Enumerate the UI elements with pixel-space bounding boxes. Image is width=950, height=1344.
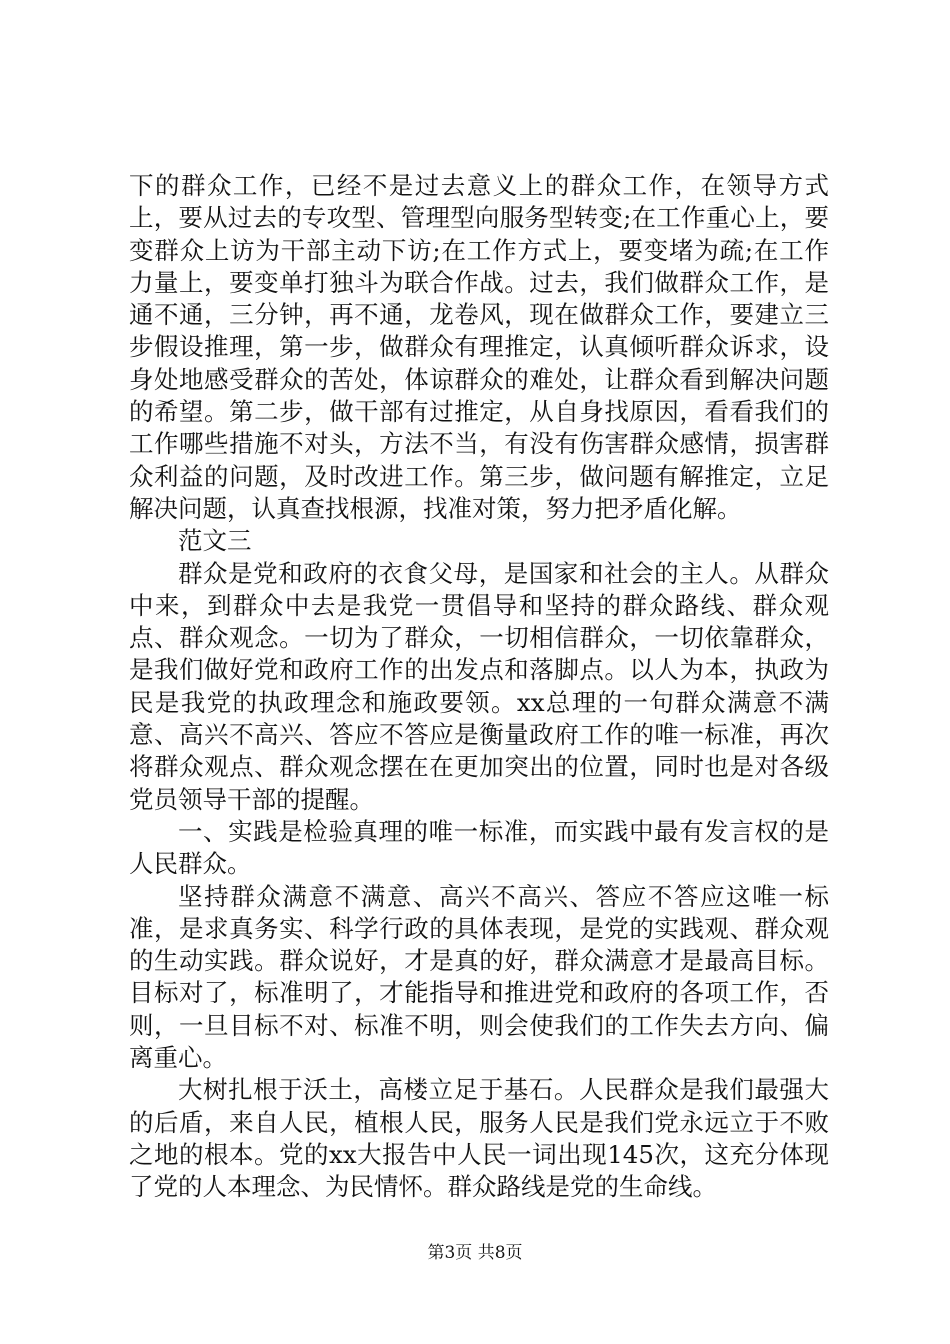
section-heading: 范文三 bbox=[178, 526, 252, 556]
page-footer bbox=[0, 1242, 950, 1264]
paragraph: 大树扎根于沃土，高楼立足于基石。人民群众是我们最强大的后盾，来自人民，植根人民，服务人民是我们党永远立于不败之地的根本。党的xx大报告中人民一词出现145次，这充分体现了党的人本理念、为民情怀。群众路线是党的生命线。 bbox=[129, 1075, 829, 1202]
subheading: 一、实践是检验真理的唯一标准，而实践中最有发言权的是人民群众。 bbox=[129, 816, 829, 879]
document-body bbox=[129, 170, 829, 1204]
paragraph: 坚持群众满意不满意、高兴不高兴、答应不答应这唯一标准，是求真务实、科学行政的具体表现，是党的实践观、群众观的生动实践。群众说好，才是真的好，群众满意才是最高目标。目标对了，标准明了，才能指导和推进党和政府的各项工作，否则，一旦目标不对、标准不明，则会使我们的工作失去方向、偏离重心。 bbox=[129, 881, 829, 1073]
paragraph-continued: 下的群众工作，已经不是过去意义上的群众工作，在领导方式上，要从过去的专攻型、管理型向服务型转变;在工作重心上，要变群众上访为干部主动下访;在工作方式上，要变堵为疏;在工作力量上，要变单打独斗为联合作战。过去，我们做群众工作，是通不通，三分钟，再不通，龙卷风，现在做群众工作，要建立三步假设推理，第一步，做群众有理推定，认真倾听群众诉求，设身处地感受群众的苦处，体谅群众的难处，让群众看到解决问题的希望。第二步，做干部有过推定，从自身找原因，看看我们的工作哪些措施不对头，方法不当，有没有伤害群众感情，损害群众利益的问题，及时改进工作。第三步，做问题有解推定，立足解决问题，认真查找根源，找准对策，努力把矛盾化解。 bbox=[129, 171, 829, 523]
page-number: 第3页 共8页 bbox=[427, 1243, 523, 1263]
paragraph: 群众是党和政府的衣食父母，是国家和社会的主人。从群众中来，到群众中去是我党一贯倡导和坚持的群众路线、群众观点、群众观念。一切为了群众，一切相信群众，一切依靠群众，是我们做好党和政府工作的出发点和落脚点。以人为本，执政为民是我党的执政理念和施政要领。xx总理的一句群众满意不满意、高兴不高兴、答应不答应是衡量政府工作的唯一标准，再次将群众观点、群众观念摆在在更加突出的位置，同时也是对各级党员领导干部的提醒。 bbox=[129, 558, 829, 814]
